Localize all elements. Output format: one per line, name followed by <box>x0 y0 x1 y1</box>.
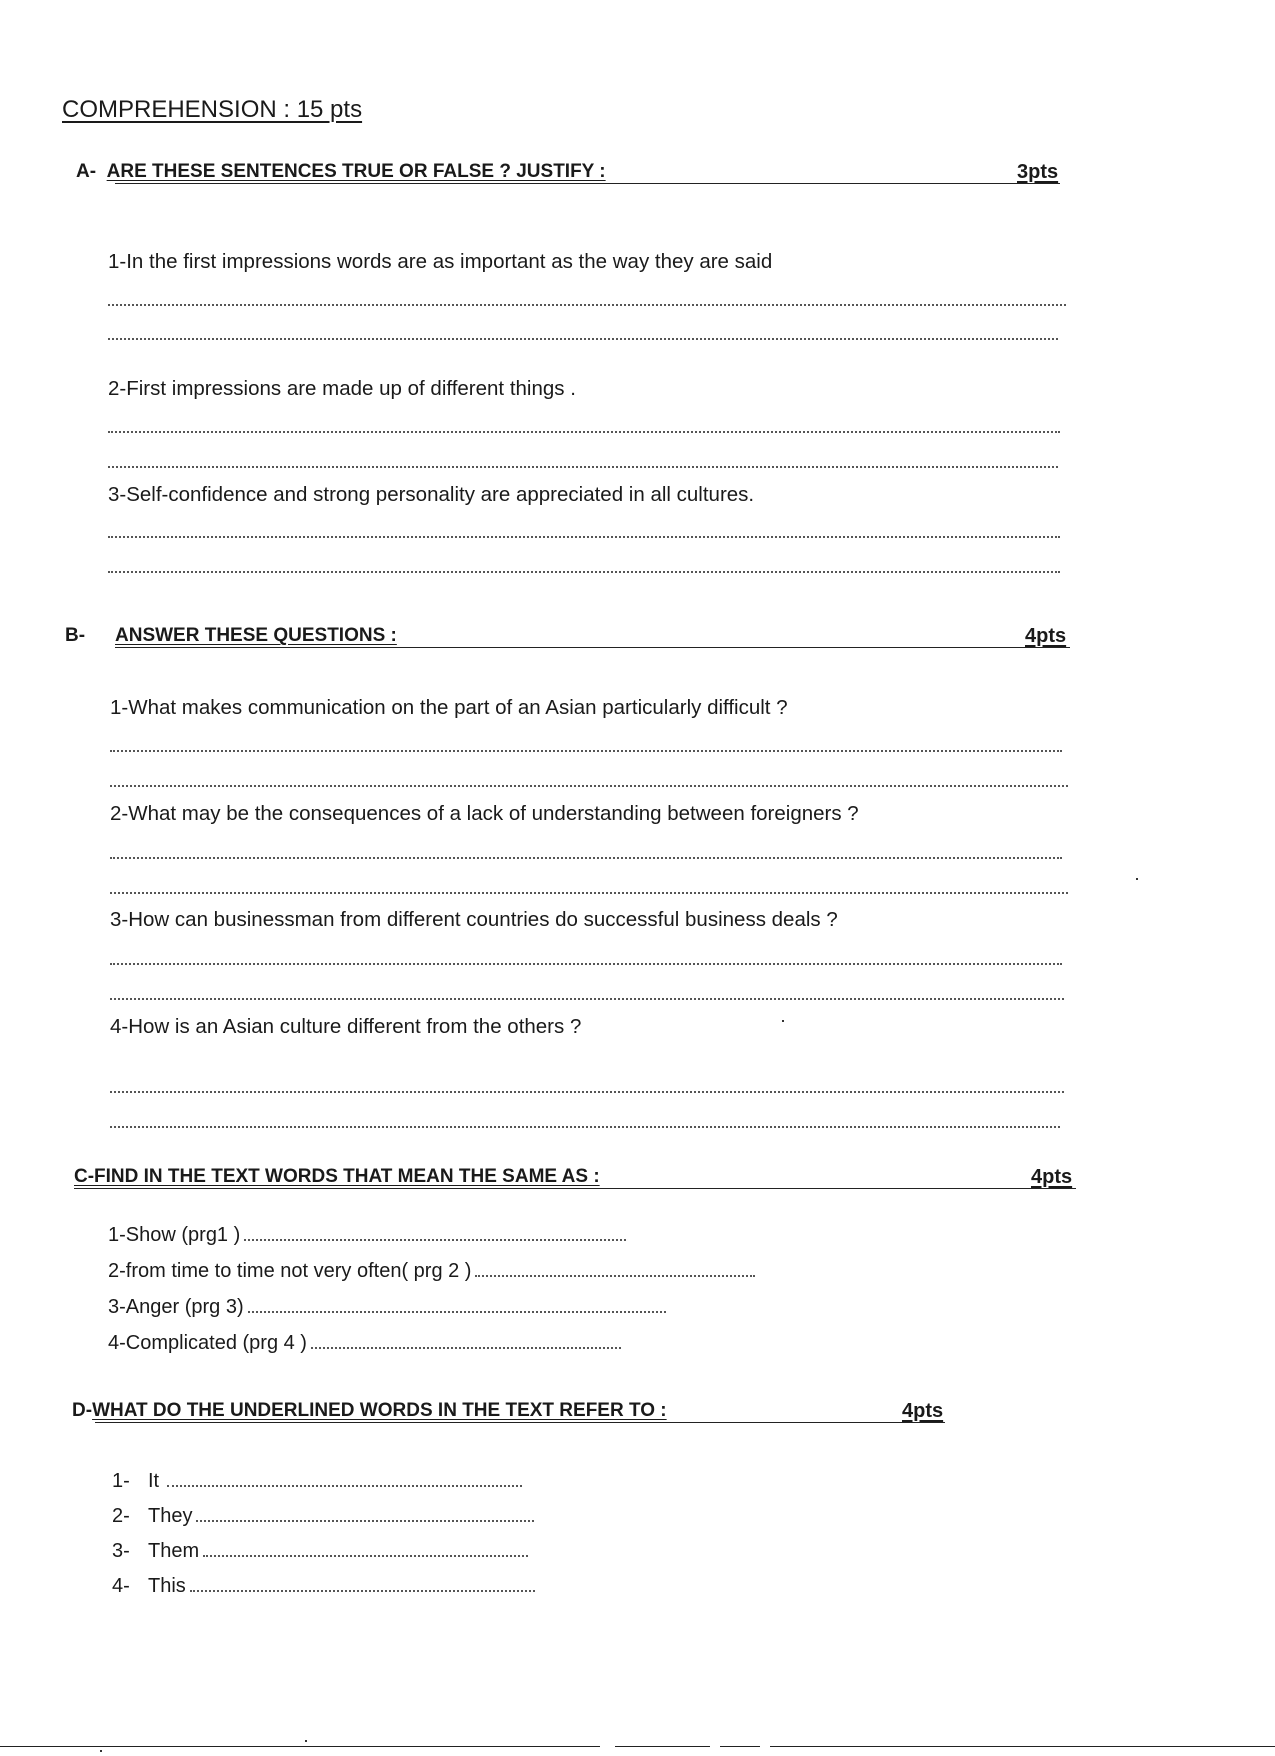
section-a-rule <box>115 183 1060 184</box>
synonym-answer-field[interactable] <box>244 1238 626 1241</box>
synonym-label: 3-Anger (prg 3) <box>108 1296 244 1318</box>
reference-item <box>112 1505 534 1528</box>
reference-word: They <box>148 1505 193 1527</box>
synonym-answer-field[interactable] <box>475 1274 755 1277</box>
synonym-item <box>108 1332 621 1355</box>
footer-rule <box>770 1746 1275 1747</box>
answer-line[interactable] <box>110 857 1062 859</box>
section-b-letter: B- <box>65 625 86 646</box>
synonym-label: 1-Show (prg1 ) <box>108 1224 241 1246</box>
reference-word: Them <box>148 1540 200 1562</box>
synonym-item <box>108 1260 755 1283</box>
footer-rule <box>615 1746 710 1747</box>
section-c-heading <box>74 1166 600 1188</box>
question-b1: 1-What makes communication on the part of an Asian particularly difficult ? <box>110 696 788 719</box>
section-d-title: WHAT DO THE UNDERLINED WORDS IN THE TEXT REFER TO : <box>92 1400 667 1421</box>
reference-number: 4- <box>112 1575 130 1597</box>
reference-number: 2- <box>112 1505 130 1527</box>
section-d-prefix: D- <box>72 1400 93 1421</box>
question-a1: 1-In the first impressions words are as important as the way they are said <box>108 250 773 273</box>
question-b3: 3-How can businessman from different countries do successful business deals ? <box>110 908 838 931</box>
question-b4: 4-How is an Asian culture different from the others ? <box>110 1015 582 1038</box>
section-d-rule <box>95 1422 945 1423</box>
footer-rule <box>720 1746 760 1747</box>
section-c-rule <box>74 1188 1076 1189</box>
answer-line[interactable] <box>108 304 1066 306</box>
reference-item <box>112 1470 522 1493</box>
answer-line[interactable] <box>110 998 1064 1000</box>
answer-line[interactable] <box>110 892 1068 894</box>
synonym-answer-field[interactable] <box>248 1310 666 1313</box>
synonym-label: 2-from time to time not very often( prg 2 ) <box>108 1260 472 1282</box>
synonym-label: 4-Complicated (prg 4 ) <box>108 1332 307 1354</box>
section-c-title: C-FIND IN THE TEXT WORDS THAT MEAN THE SAME AS : <box>74 1166 600 1187</box>
reference-word: It <box>148 1470 160 1492</box>
answer-line[interactable] <box>108 338 1058 340</box>
reference-word: This <box>148 1575 186 1597</box>
reference-answer-field[interactable] <box>167 1484 522 1487</box>
scan-speck <box>100 1750 102 1752</box>
section-d-heading <box>72 1400 667 1422</box>
synonym-answer-field[interactable] <box>311 1346 621 1349</box>
scan-speck <box>782 1020 784 1022</box>
footer-rule <box>0 1746 600 1747</box>
section-a-heading <box>76 161 606 183</box>
section-b-rule <box>115 647 1070 648</box>
section-d-points: 4pts <box>902 1400 944 1422</box>
reference-answer-field[interactable] <box>190 1589 535 1592</box>
reference-number: 3- <box>112 1540 130 1562</box>
answer-line[interactable] <box>108 571 1060 573</box>
answer-line[interactable] <box>108 536 1060 538</box>
answer-line[interactable] <box>108 431 1060 433</box>
question-a3: 3-Self-confidence and strong personality are appreciated in all cultures. <box>108 483 755 506</box>
answer-line[interactable] <box>110 785 1068 787</box>
section-c-points: 4pts <box>1031 1166 1073 1188</box>
section-b-heading <box>65 625 85 647</box>
answer-line[interactable] <box>110 1091 1064 1093</box>
section-b-points: 4pts <box>1025 625 1067 647</box>
answer-line[interactable] <box>110 963 1062 965</box>
reference-item <box>112 1540 528 1563</box>
scan-speck <box>305 1740 307 1742</box>
section-a-points: 3pts <box>1017 161 1059 183</box>
section-b-title: ANSWER THESE QUESTIONS : <box>115 625 397 646</box>
answer-line[interactable] <box>110 750 1062 752</box>
section-b-title-wrap <box>115 625 397 647</box>
section-a-title: ARE THESE SENTENCES TRUE OR FALSE ? JUSTIFY : <box>106 161 606 182</box>
reference-answer-field[interactable] <box>203 1554 528 1557</box>
question-a2: 2-First impressions are made up of different things . <box>108 377 576 400</box>
reference-answer-field[interactable] <box>196 1519 534 1522</box>
synonym-item <box>108 1296 666 1319</box>
reference-number: 1- <box>112 1470 130 1492</box>
page-title: COMPREHENSION : 15 pts <box>62 96 363 123</box>
answer-line[interactable] <box>110 1126 1060 1128</box>
answer-line[interactable] <box>108 466 1058 468</box>
reference-item <box>112 1575 535 1598</box>
synonym-item <box>108 1224 626 1247</box>
question-b2: 2-What may be the consequences of a lack of understanding between foreigners ? <box>110 802 859 825</box>
scan-speck <box>1136 878 1138 880</box>
section-a-letter: A- <box>76 161 97 182</box>
